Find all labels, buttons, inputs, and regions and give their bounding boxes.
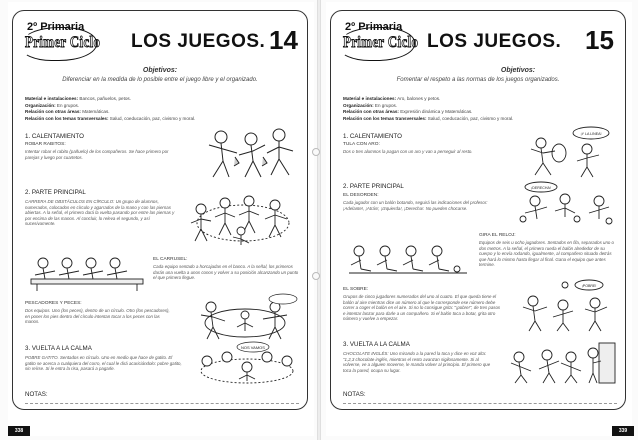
- book-gutter: [317, 0, 321, 440]
- section-heading-main: 2. PARTE PRINCIPAL: [343, 183, 404, 190]
- notes-label: NOTAS:: [343, 391, 366, 398]
- speech-bubble-text: ¡POBRE!: [581, 284, 597, 288]
- english-chocolate-illustration: [499, 341, 619, 385]
- objectives-heading: Objetivos:: [500, 67, 536, 74]
- warmup-illustration: [199, 127, 299, 183]
- fishers-illustration: [189, 293, 301, 343]
- section-heading-cooldown: 3. VUELTA A LA CALMA: [343, 341, 410, 348]
- carousel-illustration: [27, 251, 147, 293]
- cooldown-illustration: [193, 341, 301, 385]
- binder-hole: [312, 272, 320, 280]
- speech-bubble-text: ¡DERECHA!: [531, 186, 551, 190]
- disorder-illustration: [511, 179, 619, 227]
- lesson-number: 14: [269, 25, 298, 55]
- game-text: Cada equipo sentado a horcajadas en el banco. A la señal, los primeros darán una vuelta a unos conos y volver a su posición alcanzando un punto el que primero llegue.: [153, 264, 299, 281]
- section-heading-main: 2. PARTE PRINCIPAL: [25, 189, 86, 196]
- cycle-badge: [21, 21, 99, 61]
- grade-label: 2º Primaria: [345, 21, 403, 33]
- section-heading-warmup: 1. CALENTAMIENTO: [25, 133, 84, 140]
- meta-line: Relación con otras áreas: Expresión dinámica y Matemáticas.: [343, 109, 473, 115]
- page-title: LOS JUEGOS.: [427, 31, 562, 52]
- game-name: PESCADORES Y PECES:: [25, 301, 82, 306]
- meta-line: Organización: En grupos.: [25, 102, 80, 108]
- game-name: GIRA EL RELOJ:: [479, 233, 516, 238]
- notes-line: [343, 403, 617, 404]
- clock-game-illustration: [345, 229, 471, 277]
- game-text: Intentar robar el rabito (pañuelo) de los compañeros. Se hace primero por parejas y luego por cuartetos.: [25, 149, 169, 160]
- game-text: Dos equipos. Uno (los peces), dentro de un círculo. Otro (los pescadores), en poner los pies dentro del círculo intentan tocar a los peces con las manos.: [25, 308, 170, 325]
- page-title: LOS JUEGOS.: [131, 31, 266, 52]
- lesson-number: 15: [585, 25, 614, 55]
- envelope-game-illustration: [515, 277, 619, 333]
- objectives-heading: Objetivos:: [142, 67, 178, 74]
- game-text: CHOCOLATE INGLÉS: Uno mirando a la pared la toca y dice en voz alta: "1,2,3 chocolate inglés, mientras el resto avanzan sigilosamente. Si al volverse, ve a alguien moverse, le manda volver al principio. El primero que toca la pared, ocupa su lugar.: [343, 351, 491, 373]
- notes-label: NOTAS:: [25, 391, 48, 398]
- game-text: Cada jugador con un balón botando, seguirá las indicaciones del profesor: ¡Adelante!, ¡Atrás!, ¡Izquierda!, ¡Derecha!. No pueden chocarse.: [343, 200, 488, 211]
- meta-line: Relación con los temas transversales: Salud, coeducación, paz, civismo y moral.: [343, 115, 514, 121]
- meta-line: Material e instalaciones: Bancos, pañuelos, petos.: [25, 96, 131, 101]
- hoop-tag-illustration: [521, 125, 619, 179]
- game-text: Dos o tres alumnos la pagan con un aro y van a perseguir al resto.: [343, 149, 473, 154]
- game-name: EL SOBRE:: [343, 287, 369, 292]
- game-name: EL CARRUSEL:: [153, 257, 188, 262]
- game-text: CARRERA DE OBSTÁCULOS EN CÍRCULO: Un grupo de alumnos, numerados, colocados en círculo y agarrados de la mano y con las piernas abiertas. A la señal, el primero dará la vuelta pasando por entre las piernas y por encima de las manos. Al concluir, lo releva el segundo, y así sucesivamente.: [25, 199, 175, 227]
- game-name: TULA CON ARO:: [343, 142, 380, 147]
- cycle-label: Primer Ciclo: [343, 34, 419, 51]
- page-number: 338: [8, 426, 30, 436]
- grade-label: 2º Primaria: [27, 21, 85, 33]
- objectives-text: Diferenciar en la medida de lo posible entre el juego libre y el organizado.: [62, 77, 258, 83]
- cycle-badge: [339, 21, 417, 61]
- right-card: [330, 10, 626, 410]
- binder-hole: [312, 148, 320, 156]
- speech-bubble-text: ¡Y LA LINEA!: [580, 132, 602, 136]
- meta-block: [25, 96, 300, 122]
- section-heading-cooldown: 3. VUELTA A LA CALMA: [25, 345, 92, 352]
- speech-bubble-text: NOS VAMOS: [241, 345, 265, 350]
- game-text: Grupos de cinco jugadores numerados del uno al cuatro. El que queda tiene el balón al aire mientras dice un número al que le corresponde ese número debe correr a coger el balón en el aire. Si no lo consigue grita: "¡pobre!", de tres pasos e intentar lanzar para darle a un compañero. Si el balón toca a botar, grita otro número y vuelve a empezar.: [343, 294, 501, 322]
- game-name: EL DESORDEN:: [343, 193, 379, 198]
- meta-block: [343, 96, 618, 122]
- meta-line: Relación con otras áreas: Matemáticas.: [25, 109, 110, 115]
- left-card: [12, 10, 308, 410]
- game-name: ROBAR RABITOS:: [25, 142, 66, 147]
- meta-line: Material e instalaciones: Aro, balones y petos.: [343, 96, 441, 101]
- objectives-text: Fomentar el respeto a las normas de los juegos organizados.: [396, 77, 560, 83]
- game-text: Equipos de seis u ocho jugadores. Sentados en fila, separados uno o dos metros. A la señal, el primero rueda el balón alrededor de su cuerpo y lo envía rodando, igualmente, al compañero situado detrás que hará lo mismo hasta llegar al final. Gana el equipo que antes termine.: [479, 240, 614, 268]
- notes-line: [25, 403, 299, 404]
- meta-line: Organización: En grupos.: [343, 102, 398, 108]
- cycle-label: Primer Ciclo: [25, 34, 101, 51]
- right-page: [326, 2, 632, 436]
- section-heading-warmup: 1. CALENTAMIENTO: [343, 133, 402, 140]
- meta-line: Relación con los temas transversales: Salud, coeducación, paz, civismo y moral.: [25, 115, 196, 121]
- left-page: [8, 2, 314, 436]
- page-number: 339: [612, 426, 634, 436]
- circle-race-illustration: [183, 191, 301, 249]
- game-text: POBRE GATITO. Sentados en círculo. Uno en medio que hace de gatito. El gatito se acerca a cualquiera del corro, el cual le dirá acariciándolo: pobre gatito, sin reírse. Si le entra la risa, pasará a pagarle.: [25, 355, 182, 372]
